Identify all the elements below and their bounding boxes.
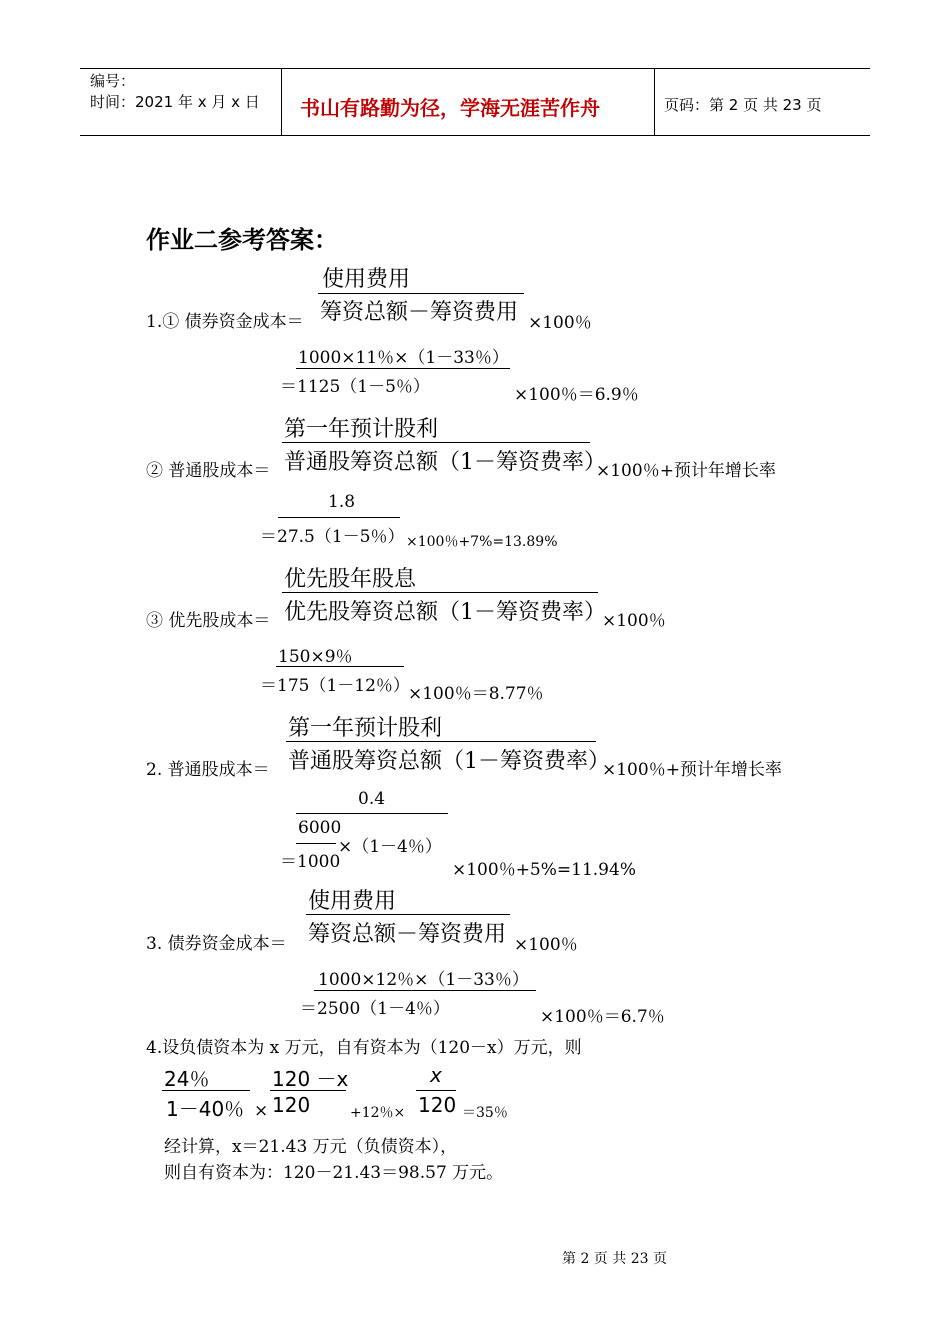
q2-calc-numerator: 0.4 [358, 789, 386, 809]
q1c-prefix: ③ 优先股成本＝ [146, 611, 271, 631]
page-footer: 第 2 页 共 23 页 [562, 1251, 667, 1267]
q3-formula-fraction-bar [306, 914, 510, 915]
q4-fraction1-numerator: 24％ [164, 1067, 210, 1091]
q4-intro: 4.设负债资本为 x 万元，自有资本为（120－x）万元，则 [146, 1038, 582, 1058]
q4-conclusion-line1: 经计算，x＝21.43 万元（负债资本）， [164, 1137, 458, 1157]
q3-formula-denominator: 筹资总额－筹资费用 [308, 922, 507, 947]
q2-calc-inner-denominator: ＝1000 [280, 852, 341, 872]
q1a-formula-numerator: 使用费用 [322, 267, 411, 292]
q2-formula-fraction-bar [286, 741, 596, 742]
q1c-calc-fraction-bar [276, 666, 404, 667]
q4-conclusion-line2: 则自有资本为：120－21.43＝98.57 万元。 [164, 1163, 504, 1183]
header-number-label: 编号： [90, 72, 136, 90]
q1a-calc-suffix: ×100％＝6.9％ [514, 385, 639, 405]
q4-fraction1-denominator: 1－40％ [166, 1097, 245, 1121]
header-page-info: 页码：第 2 页 共 23 页 [664, 96, 822, 114]
q1c-calc-suffix: ×100％＝8.77％ [408, 684, 544, 704]
q1b-suffix: ×100％+预计年增长率 [596, 461, 776, 481]
q1c-calc-numerator: 150×9％ [278, 647, 353, 667]
q3-calc-suffix: ×100％＝6.7％ [540, 1007, 665, 1027]
q4-plus-term: +12％× [350, 1105, 406, 1121]
page-title: 作业二参考答案： [146, 226, 338, 254]
q2-calc-fraction-bar [296, 813, 448, 814]
header-time-label: 时间：2021 年 x 月 x 日 [90, 93, 260, 111]
q2-calc-suffix: ×100％+5%=11.94% [452, 860, 636, 880]
q1c-formula-fraction-bar [282, 592, 598, 593]
header-motto: 书山有路勤为径，学海无涯苦作舟 [300, 96, 600, 120]
q1c-calc-denominator: ＝175（1－12％） [260, 676, 410, 696]
q4-result: ＝35％ [462, 1105, 508, 1121]
q1c-suffix: ×100％ [602, 611, 666, 631]
q4-fraction2-bar [270, 1090, 346, 1091]
q4-fraction2-denominator: 120 [272, 1093, 311, 1117]
q1a-prefix: 1.① 债券资金成本＝ [146, 312, 304, 332]
q1c-formula-numerator: 优先股年股息 [284, 567, 417, 592]
q4-times-sign: × [254, 1101, 269, 1121]
q1b-calc-fraction-bar [278, 517, 400, 518]
q2-formula-numerator: 第一年预计股利 [288, 716, 443, 741]
q3-prefix: 3. 债券资金成本＝ [146, 934, 287, 954]
q1a-suffix: ×100％ [528, 313, 592, 333]
q4-fraction3-denominator: 120 [418, 1093, 457, 1117]
q1a-calc-denominator: ＝1125（1－5％） [280, 377, 430, 397]
q1b-formula-fraction-bar [282, 442, 590, 443]
q2-formula-denominator: 普通股筹资总额（1－筹资费率） [288, 749, 610, 774]
header-divider-left [281, 68, 282, 135]
q1b-formula-denominator: 普通股筹资总额（1－筹资费率） [284, 450, 606, 475]
q3-suffix: ×100％ [514, 935, 578, 955]
q4-fraction3-bar [416, 1090, 456, 1091]
q4-fraction1-bar [162, 1090, 250, 1091]
q1a-formula-denominator: 筹资总额－筹资费用 [320, 300, 519, 325]
q1b-prefix: ② 普通股成本＝ [146, 461, 271, 481]
q2-prefix: 2. 普通股成本＝ [146, 760, 270, 780]
q1b-calc-suffix: ×100％+7%=13.89% [406, 534, 558, 550]
q4-fraction2-numerator: 120 －x [272, 1067, 349, 1091]
q1a-formula-fraction-bar [318, 293, 524, 294]
header-divider-right [654, 68, 655, 135]
q3-calc-numerator: 1000×12％×（1－33％） [318, 970, 529, 990]
q4-fraction3-numerator: x [430, 1063, 442, 1087]
q3-formula-numerator: 使用费用 [308, 889, 397, 914]
q1a-calc-fraction-bar [296, 368, 510, 369]
header-top-border [80, 68, 870, 69]
q1b-calc-numerator: 1.8 [328, 492, 356, 512]
q2-calc-inner-fraction-bar [296, 843, 336, 844]
q2-calc-inner-multiplier: ×（1－4％） [338, 837, 442, 857]
q3-calc-denominator: ＝2500（1－4％） [300, 999, 450, 1019]
q1a-calc-numerator: 1000×11％×（1－33％） [298, 348, 509, 368]
header-bottom-border [80, 135, 870, 136]
q1b-formula-numerator: 第一年预计股利 [284, 417, 439, 442]
q2-suffix: ×100％+预计年增长率 [602, 760, 782, 780]
q3-calc-fraction-bar [314, 990, 536, 991]
q1b-calc-denominator: ＝27.5（1－5％） [260, 527, 405, 547]
q2-calc-inner-numerator: 6000 [298, 818, 342, 838]
q1c-formula-denominator: 优先股筹资总额（1－筹资费率） [284, 600, 606, 625]
